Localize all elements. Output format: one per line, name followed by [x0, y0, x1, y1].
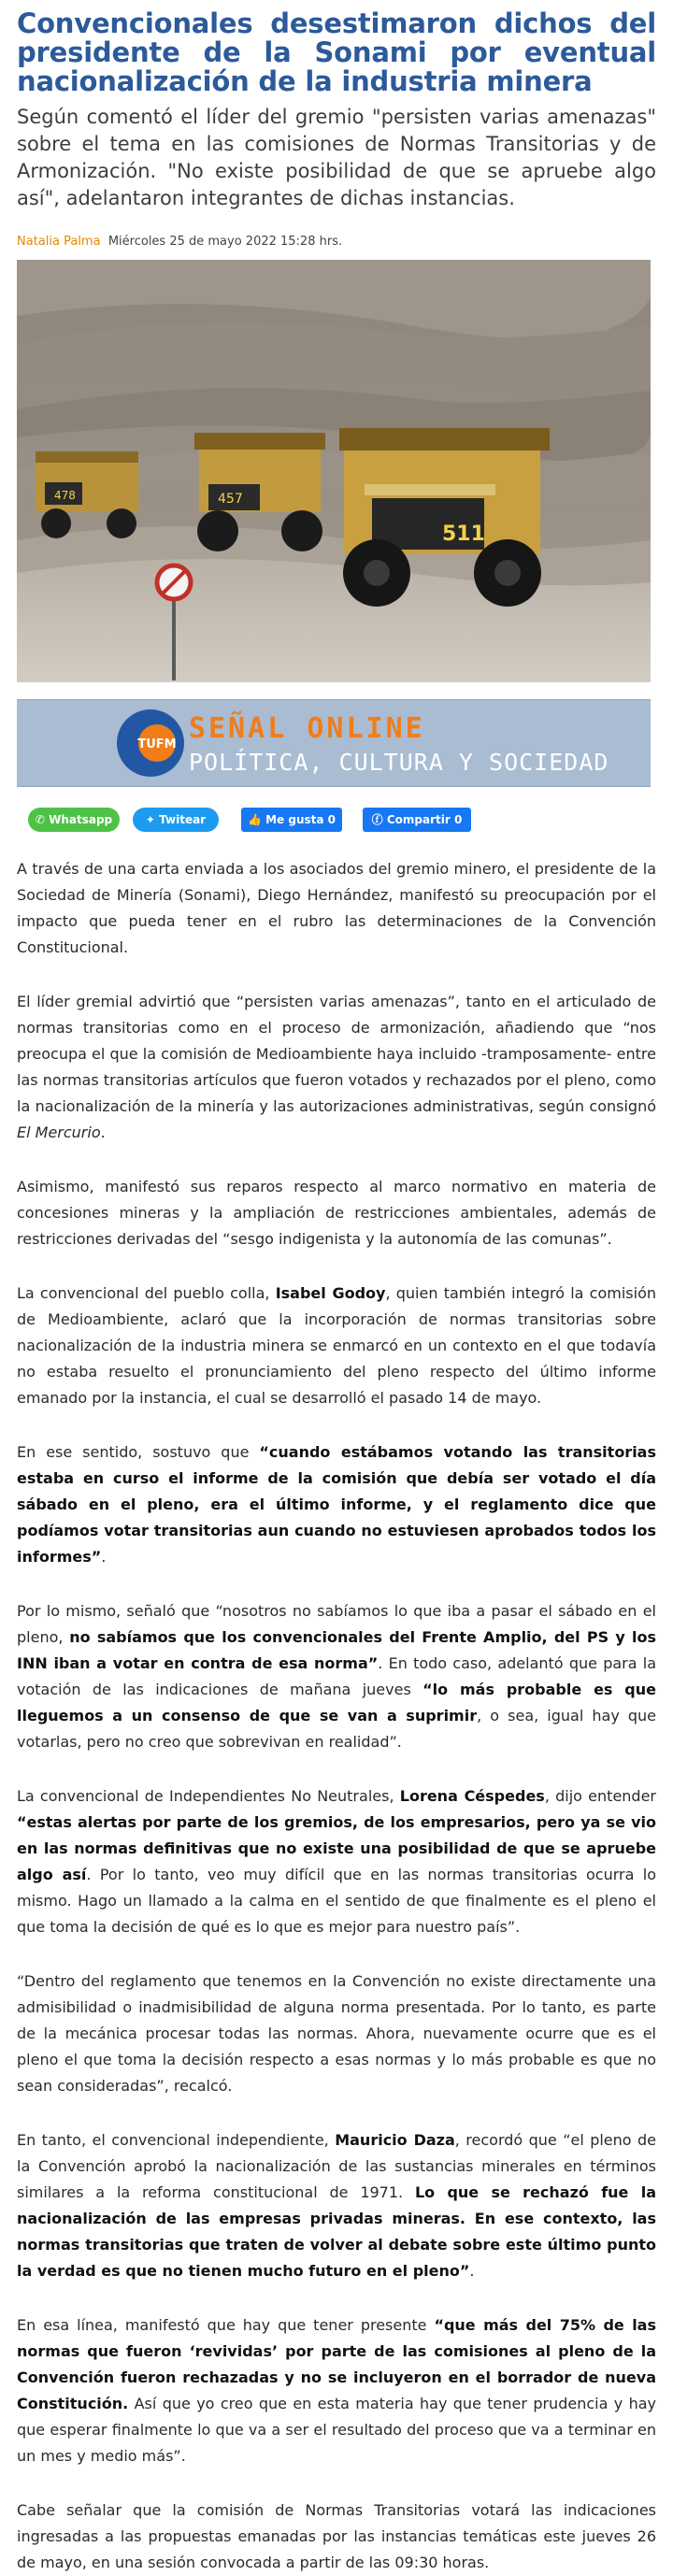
publish-date: Miércoles 25 de mayo 2022 15:28 hrs. — [107, 235, 343, 249]
paragraph: En esa línea, manifestó que hay que tener presente “que más del 75% de las normas que fueron ‘revividas’ por parte de las comisiones al pleno de la Convención fueron rechazadas y no se incluyeron en el borrador de nueva Constitución. Así que yo creo que en esta materia hay que tener prudencia y hay que esperar finalmente lo que va a ser el resultado del proceso que va a terminar en un mes y medio más”. — [17, 2316, 657, 2465]
paragraph: En tanto, el convencional independiente, Mauricio Daza, recordó que “el pleno de la Convención aprobó la nacionalización de las sustancias minerales en términos similares a la reforma constitucional de 1971. Lo que se rechazó fue la nacionalización de las empresas privadas mineras. En ese contexto, las normas transitorias que traten de volver al debate sobre este último punto la verdad es que no tienen mucho futuro en el pleno”. — [17, 2131, 657, 2280]
paragraph: “Dentro del reglamento que tenemos en la Convención no existe directamente una admisibilidad o inadmisibilidad de alguna norma presentada. Por lo tanto, es parte de la mecánica procesar todas las normas. Ahora, nuevamente ocurre que es el pleno el que toma la decisión respecto a esas normas y lo más probable es que no sean consideradas”, recalcó. — [17, 1972, 656, 2095]
article — [0, 9, 673, 2576]
thumbs-up-icon: 👍 — [247, 813, 262, 826]
svg-text:478: 478 — [54, 489, 76, 502]
twitter-bird-icon: ✦ — [145, 813, 155, 826]
paragraph: La convencional del pueblo colla, Isabel Godoy, quien también integró la comisión de Medioambiente, aclaró que la incorporación de normas transitorias sobre nacionalización de la industria minera se enmarcó en un contexto en el que todavía no estaba resuelto el pronunciamiento del pleno respecto del último informe emanado por la instancia, el cual se desarrolló el pasado 14 de mayo. — [17, 1284, 657, 1407]
whatsapp-icon: ✆ — [35, 813, 45, 826]
mining-trucks-illustration — [17, 260, 651, 682]
svg-text:457: 457 — [218, 492, 243, 507]
tufm-logo-icon — [113, 706, 188, 780]
paragraph: Por lo mismo, señaló que “nosotros no sabíamos lo que iba a pasar el sábado en el pleno, no sabíamos que los convencionales del Frente Amplio, del PS y los INN iban a votar en contra de esa norma”. En todo caso, adelantó que para la votación de las indicaciones de mañana jueves “lo más probable es que lleguemos a un consenso de que se van a suprimir, o sea, igual hay que votarlas, pero no creo que sobrevivan en realidad”. — [17, 1602, 657, 1751]
hero-image — [17, 260, 651, 682]
whatsapp-share-button[interactable]: ✆ Whatsapp — [28, 808, 120, 832]
twitter-share-button[interactable]: ✦ Twitear — [133, 808, 219, 832]
article-title: Convencionales desestimaron dichos del presidente de la Sonami por eventual nacionalización de la industria minera — [17, 7, 656, 97]
paragraph: La convencional de Independientes No Neutrales, Lorena Céspedes, dijo entender “estas alertas por parte de los gremios, de los empresarios, pero ya se vio en las normas definitivas que no existe una posibilidad de que se apruebe algo así. Por lo tanto, veo muy difícil que en las normas transitorias ocurra lo mismo. Hago un llamado a la calma en el sentido de que finalmente es el pleno el que toma la decisión de qué es lo que es mejor para nuestro país”. — [17, 1787, 657, 1936]
article-subtitle: Según comentó el líder del gremio "persisten varias amenazas" sobre el tema en las comisiones de Normas Transitorias y de Armonización. "No existe posibilidad de que se apruebe algo así", adelantaron integrantes de dichas instancias. — [17, 106, 656, 209]
share-bar — [17, 808, 656, 834]
paragraph: Asimismo, manifestó sus reparos respecto al marco normativo en materia de concesiones mineras y la ampliación de restricciones ambientales, además de restricciones derivadas del “sesgo indigenista y la autonomía de las comunas”. — [17, 1178, 656, 1248]
paragraph: En ese sentido, sostuvo que “cuando estábamos votando las transitorias estaba en curso el informe de la comisión que debía ser votado el día sábado en el pleno, era el último informe, y el reglamento dice que podíamos votar transitorias aun cuando no estuviesen aprobados todos los informes”. — [17, 1443, 657, 1566]
facebook-share-button[interactable]: ⓕ Compartir 0 — [363, 808, 471, 832]
svg-text:511: 511 — [442, 522, 485, 546]
paragraph: El líder gremial advirtió que “persisten varias amenazas”, tanto en el articulado de normas transitorias como en el proceso de armonización, añadiendo que “nos preocupa el que la comisión de Medioambiente haya incluido -tramposamente- entre las normas transitorias artículos que fueron votados y rechazados por el pleno, como la nacionalización de la minería y las autorizaciones administrativas, según consignó El Mercurio. — [17, 993, 656, 1141]
paragraph: A través de una carta enviada a los asociados del gremio minero, el presidente de la Sociedad de Minería (Sonami), Diego Hernández, manifestó su preocupación por el impacto que pueda tener en el rubro las determinaciones de la Convención Constitucional. — [17, 860, 656, 956]
paragraph: Cabe señalar que la comisión de Normas Transitorias votará las indicaciones ingresadas a las propuestas emanadas por las instancias temáticas este jueves 26 de mayo, en una sesión convocada a partir de las 09:30 horas. — [17, 2501, 656, 2571]
svg-text:TUFM: TUFM — [137, 737, 177, 751]
facebook-icon: ⓕ — [371, 813, 383, 826]
author-link[interactable]: Natalia Palma — [17, 235, 101, 249]
banner-title: SEÑAL ONLINE — [189, 712, 425, 745]
facebook-like-button[interactable]: 👍 Me gusta 0 — [241, 808, 342, 832]
article-body — [17, 856, 656, 2576]
senal-online-banner[interactable] — [17, 699, 651, 787]
banner-subtitle: POLÍTICA, CULTURA Y SOCIEDAD — [189, 749, 609, 776]
byline — [17, 235, 656, 249]
